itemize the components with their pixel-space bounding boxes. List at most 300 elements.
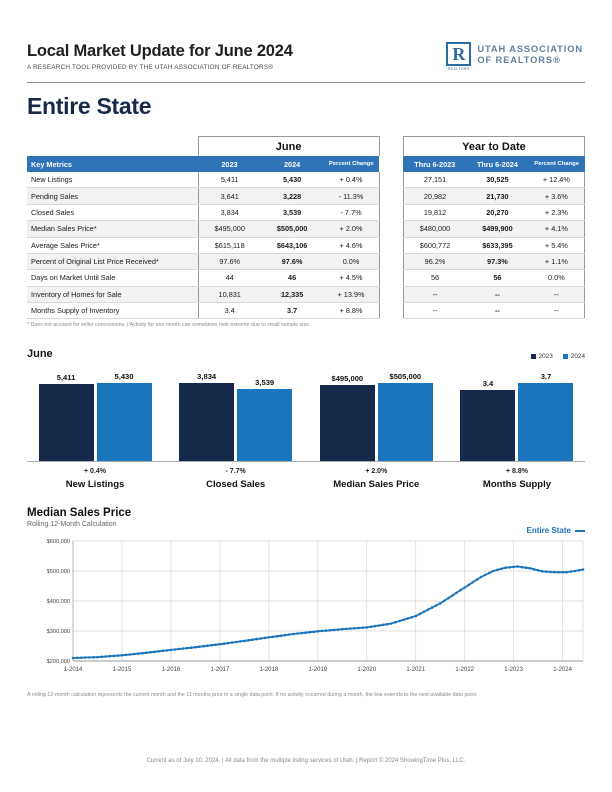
bar-chart-legend xyxy=(531,353,585,360)
data-point-marker xyxy=(512,566,515,569)
bar-percent-change: + 2.0% xyxy=(365,468,388,476)
data-point-marker xyxy=(292,633,295,636)
data-point-marker xyxy=(296,633,299,636)
cell-ytd_2023: 27,151 xyxy=(403,172,466,188)
data-point-marker xyxy=(268,636,271,639)
data-point-marker xyxy=(312,631,315,634)
realtor-r-letter: R xyxy=(452,44,466,64)
data-point-marker xyxy=(557,571,560,574)
data-point-marker xyxy=(104,656,107,659)
cell-june_change: + 8.8% xyxy=(323,303,379,319)
cell-ytd_2024: 97.3% xyxy=(466,253,529,269)
bar-value-label: 3.7 xyxy=(540,372,552,382)
data-point-marker xyxy=(545,571,548,574)
data-point-marker xyxy=(300,632,303,635)
cell-june_2023: 5,411 xyxy=(198,172,261,188)
bar-group-foot xyxy=(318,462,434,490)
legend-item-2024 xyxy=(563,353,585,360)
data-point-marker xyxy=(492,570,495,573)
cell-june_change: - 11.3% xyxy=(323,188,379,204)
bar-2024 xyxy=(97,383,152,461)
table-column-header-row xyxy=(27,156,585,172)
data-point-marker xyxy=(206,645,209,648)
data-point-marker xyxy=(121,654,124,657)
bar-value-label: 3,834 xyxy=(197,372,217,382)
cell-june_2023: $615,118 xyxy=(198,237,261,253)
data-point-marker xyxy=(484,574,487,577)
data-point-marker xyxy=(149,651,152,654)
report-footer: Current as of July 10, 2024. | All data from the multiple listing services of Utah. | Report © 2024 ShowingTime Plus, LLC. xyxy=(146,758,466,764)
cell-ytd_2023: $600,772 xyxy=(403,237,466,253)
data-point-marker xyxy=(125,654,128,657)
data-point-marker xyxy=(72,657,75,660)
data-point-marker xyxy=(386,623,389,626)
data-point-marker xyxy=(280,635,283,638)
bar-category-label: Median Sales Price xyxy=(333,479,420,491)
col-header-gap xyxy=(379,156,403,172)
cell-june_change: + 13.9% xyxy=(323,286,379,302)
cell-ytd_change: -- xyxy=(529,286,585,302)
data-point-marker xyxy=(145,652,148,655)
data-point-marker xyxy=(190,647,193,650)
svg-text:1-2017: 1-2017 xyxy=(210,667,230,674)
data-point-marker xyxy=(137,653,140,656)
data-point-marker xyxy=(451,595,454,598)
cell-june_change: 0.0% xyxy=(323,253,379,269)
cell-ytd_change: + 12.4% xyxy=(529,172,585,188)
line-legend-dash-icon xyxy=(575,530,585,532)
bar-2023 xyxy=(179,383,234,461)
col-header-pct-change-june: Percent Change xyxy=(323,156,379,172)
cell-metric: Closed Sales xyxy=(27,204,198,220)
data-point-marker xyxy=(463,587,466,590)
gap-cell xyxy=(379,237,403,253)
col-header-thru-2024: Thru 6-2024 xyxy=(466,156,529,172)
cell-ytd_change: -- xyxy=(529,303,585,319)
cell-june_2023: 3,834 xyxy=(198,204,261,220)
data-point-marker xyxy=(272,636,275,639)
data-point-marker xyxy=(345,628,348,631)
bar-value-label: 5,430 xyxy=(114,372,134,382)
logo-org-line1: UTAH ASSOCIATION xyxy=(477,44,583,54)
cell-june_2024: 46 xyxy=(261,270,324,286)
bar-2023-column xyxy=(460,379,515,462)
cell-june_2023: 3,641 xyxy=(198,188,261,204)
june-bar-chart-section xyxy=(27,343,585,490)
uar-logo xyxy=(446,42,583,71)
data-point-marker xyxy=(243,640,246,643)
data-point-marker xyxy=(219,643,222,646)
data-point-marker xyxy=(88,656,91,659)
data-point-marker xyxy=(488,572,491,575)
data-point-marker xyxy=(333,629,336,632)
data-point-marker xyxy=(525,567,528,570)
data-point-marker xyxy=(223,643,226,646)
bar-2024 xyxy=(378,383,433,461)
data-point-marker xyxy=(574,570,577,573)
page-subtitle: A RESEARCH TOOL PROVIDED BY THE UTAH ASSOCIATION OF REALTORS® xyxy=(27,64,274,71)
svg-text:$400,000: $400,000 xyxy=(46,599,70,606)
bar-value-label: 3,539 xyxy=(255,378,275,388)
data-point-marker xyxy=(455,592,458,595)
header-title-block xyxy=(27,42,293,71)
realtor-r-box xyxy=(446,42,471,66)
line-chart-svg xyxy=(27,535,585,685)
key-metrics-table xyxy=(27,136,585,319)
legend-label-2023: 2023 xyxy=(538,353,553,361)
table-row xyxy=(27,188,585,204)
data-point-marker xyxy=(153,651,156,654)
median-price-line-section xyxy=(27,507,585,698)
data-point-marker xyxy=(406,618,409,621)
svg-text:$300,000: $300,000 xyxy=(46,629,70,636)
table-row xyxy=(27,204,585,220)
data-point-marker xyxy=(516,566,519,569)
bar-group xyxy=(318,366,434,461)
data-point-marker xyxy=(178,648,181,651)
cell-june_2024: 5,430 xyxy=(261,172,324,188)
data-point-marker xyxy=(537,569,540,572)
data-point-marker xyxy=(419,613,422,616)
bar-chart-plot-area xyxy=(27,366,585,462)
data-point-marker xyxy=(353,627,356,630)
table-row xyxy=(27,303,585,319)
bar-2023-column xyxy=(320,374,375,462)
data-point-marker xyxy=(317,630,320,633)
cell-ytd_2024: $633,395 xyxy=(466,237,529,253)
cell-ytd_change: 0.0% xyxy=(529,270,585,286)
cell-june_2024: $643,106 xyxy=(261,237,324,253)
cell-june_change: - 7.7% xyxy=(323,204,379,220)
cell-metric: Months Supply of Inventory xyxy=(27,303,198,319)
data-point-marker xyxy=(496,569,499,572)
table-row xyxy=(27,270,585,286)
data-point-marker xyxy=(390,623,393,626)
realtor-caption: REALTOR® xyxy=(447,67,471,71)
data-point-marker xyxy=(264,637,267,640)
gap-cell xyxy=(379,204,403,220)
col-header-pct-change-ytd: Percent Change xyxy=(529,156,585,172)
data-point-marker xyxy=(251,639,254,642)
group-header-june: June xyxy=(198,137,379,157)
svg-text:1-2021: 1-2021 xyxy=(406,667,426,674)
bar-chart-labels-row xyxy=(27,462,585,490)
cell-june_2024: 3,539 xyxy=(261,204,324,220)
legend-item-2023 xyxy=(531,353,553,360)
svg-text:1-2020: 1-2020 xyxy=(357,667,377,674)
cell-june_2024: $505,000 xyxy=(261,221,324,237)
data-point-marker xyxy=(215,644,218,647)
svg-text:$200,000: $200,000 xyxy=(46,659,70,666)
line-legend-label: Entire State xyxy=(526,526,571,536)
data-point-marker xyxy=(170,649,173,652)
bar-category-label: Closed Sales xyxy=(206,479,266,491)
bar-value-label: 3.4 xyxy=(482,378,494,388)
table-row xyxy=(27,253,585,269)
data-point-marker xyxy=(341,628,344,631)
data-point-marker xyxy=(284,634,287,637)
cell-ytd_2024: 21,730 xyxy=(466,188,529,204)
cell-metric: Pending Sales xyxy=(27,188,198,204)
data-point-marker xyxy=(76,657,79,660)
data-point-marker xyxy=(565,571,568,574)
data-point-marker xyxy=(500,568,503,571)
data-point-marker xyxy=(276,635,279,638)
data-point-marker xyxy=(431,607,434,610)
legend-swatch-2024 xyxy=(563,354,568,359)
cell-ytd_change: + 4.1% xyxy=(529,221,585,237)
data-point-marker xyxy=(427,609,430,612)
data-point-marker xyxy=(162,650,165,653)
gap-cell xyxy=(379,172,403,188)
data-point-marker xyxy=(325,630,328,633)
gap-cell xyxy=(379,303,403,319)
data-point-marker xyxy=(80,657,83,660)
data-point-marker xyxy=(247,639,250,642)
data-point-marker xyxy=(231,642,234,645)
cell-ytd_2023: 19,812 xyxy=(403,204,466,220)
data-point-marker xyxy=(84,657,87,660)
bar-group-foot xyxy=(459,462,575,490)
data-point-marker xyxy=(92,656,95,659)
cell-june_change: + 2.0% xyxy=(323,221,379,237)
report-header xyxy=(27,42,585,71)
cell-metric: Days on Market Until Sale xyxy=(27,270,198,286)
data-point-marker xyxy=(521,566,524,569)
data-point-marker xyxy=(529,567,532,570)
cell-ytd_change: + 3.6% xyxy=(529,188,585,204)
data-point-marker xyxy=(410,616,413,619)
cell-june_change: + 4.5% xyxy=(323,270,379,286)
svg-text:1-2014: 1-2014 xyxy=(63,667,83,674)
data-point-marker xyxy=(349,628,352,631)
data-point-marker xyxy=(321,630,324,633)
bar-chart-header xyxy=(27,343,585,360)
svg-text:1-2023: 1-2023 xyxy=(504,667,523,674)
data-point-marker xyxy=(578,569,581,572)
bar-2024-column xyxy=(237,378,292,461)
region-title: Entire State xyxy=(27,93,152,119)
table-footnote: * Does not account for seller concessions. | Activity for one month can sometimes look extreme due to small sample size. xyxy=(27,322,311,329)
data-point-marker xyxy=(166,649,169,652)
bar-chart-title: June xyxy=(27,348,53,361)
cell-ytd_2023: 56 xyxy=(403,270,466,286)
bar-group xyxy=(37,366,153,461)
bar-2023 xyxy=(320,385,375,462)
logo-org-name xyxy=(477,42,583,66)
data-point-marker xyxy=(210,644,213,647)
data-point-marker xyxy=(235,641,238,644)
data-point-marker xyxy=(304,632,307,635)
bar-2024-column xyxy=(97,372,152,461)
cell-june_2023: 3.4 xyxy=(198,303,261,319)
data-point-marker xyxy=(227,642,230,645)
col-header-thru-2023: Thru 6-2023 xyxy=(403,156,466,172)
data-point-marker xyxy=(202,645,205,648)
bar-value-label: $505,000 xyxy=(389,372,422,382)
bar-2023-column xyxy=(39,373,94,462)
gap-cell xyxy=(379,270,403,286)
svg-text:1-2018: 1-2018 xyxy=(259,667,279,674)
gap-cell xyxy=(379,188,403,204)
svg-text:1-2022: 1-2022 xyxy=(455,667,475,674)
bar-group-foot xyxy=(37,462,153,490)
bar-group-foot xyxy=(178,462,294,490)
gap-cell xyxy=(379,286,403,302)
data-point-marker xyxy=(308,631,311,634)
data-point-marker xyxy=(100,656,103,659)
data-point-marker xyxy=(361,627,364,630)
cell-ytd_2024: $499,900 xyxy=(466,221,529,237)
group-header-spacer xyxy=(27,137,198,157)
bar-2024 xyxy=(518,383,573,461)
cell-june_2023: $495,000 xyxy=(198,221,261,237)
bar-percent-change: + 8.8% xyxy=(505,468,528,476)
data-point-marker xyxy=(435,605,438,608)
data-point-marker xyxy=(394,621,397,624)
data-point-marker xyxy=(113,655,116,658)
gap-cell xyxy=(379,221,403,237)
data-point-marker xyxy=(541,570,544,573)
cell-ytd_2023: $480,000 xyxy=(403,221,466,237)
data-point-marker xyxy=(561,571,564,574)
data-point-marker xyxy=(129,654,132,657)
cell-ytd_2023: -- xyxy=(403,303,466,319)
data-point-marker xyxy=(96,656,99,659)
data-point-marker xyxy=(108,655,111,658)
svg-text:1-2019: 1-2019 xyxy=(308,667,328,674)
data-point-marker xyxy=(480,576,483,579)
cell-ytd_2023: 20,982 xyxy=(403,188,466,204)
table-row xyxy=(27,237,585,253)
bar-2023 xyxy=(39,384,94,462)
cell-june_2024: 3,228 xyxy=(261,188,324,204)
table-row xyxy=(27,286,585,302)
data-point-marker xyxy=(582,569,585,572)
col-header-key-metrics: Key Metrics xyxy=(27,156,198,172)
data-point-marker xyxy=(472,581,475,584)
data-point-marker xyxy=(194,646,197,649)
data-point-marker xyxy=(117,655,120,658)
cell-metric: New Listings xyxy=(27,172,198,188)
group-gap xyxy=(379,137,403,157)
col-header-2024: 2024 xyxy=(261,156,324,172)
data-point-marker xyxy=(504,567,507,570)
header-divider xyxy=(27,82,585,83)
bar-value-label: 5,411 xyxy=(56,372,76,382)
data-point-marker xyxy=(366,626,369,629)
median-price-line xyxy=(73,567,583,659)
cell-ytd_change: + 2.3% xyxy=(529,204,585,220)
data-point-marker xyxy=(288,634,291,637)
data-point-marker xyxy=(549,571,552,574)
data-point-marker xyxy=(459,589,462,592)
data-point-marker xyxy=(255,638,258,641)
logo-org-line2: OF REALTORS® xyxy=(477,54,561,65)
data-point-marker xyxy=(141,652,144,655)
page-title: Local Market Update for June 2024 xyxy=(27,42,293,60)
data-point-marker xyxy=(329,629,332,632)
table-row xyxy=(27,172,585,188)
data-point-marker xyxy=(533,568,536,571)
cell-june_2023: 97.6% xyxy=(198,253,261,269)
cell-june_2024: 97.6% xyxy=(261,253,324,269)
data-point-marker xyxy=(133,653,136,656)
cell-june_change: + 0.4% xyxy=(323,172,379,188)
cell-june_2023: 10,831 xyxy=(198,286,261,302)
cell-ytd_2024: 56 xyxy=(466,270,529,286)
cell-metric: Percent of Original List Price Received* xyxy=(27,253,198,269)
data-point-marker xyxy=(198,646,201,649)
gap-cell xyxy=(379,253,403,269)
line-chart-footnote: A rolling 12-month calculation represents the current month and the 11 months prior in a single data point. If no activity occurred during a month, the line extends to the next available data point. xyxy=(27,692,478,699)
legend-label-2024: 2024 xyxy=(570,353,585,361)
data-point-marker xyxy=(378,625,381,628)
data-point-marker xyxy=(414,615,417,618)
data-point-marker xyxy=(182,648,185,651)
cell-june_change: + 4.6% xyxy=(323,237,379,253)
cell-june_2023: 44 xyxy=(198,270,261,286)
data-point-marker xyxy=(337,629,340,632)
bar-2023-column xyxy=(179,372,234,461)
line-chart-container xyxy=(27,535,585,690)
cell-ytd_change: + 5.4% xyxy=(529,237,585,253)
table-row xyxy=(27,221,585,237)
bar-2024-column xyxy=(378,372,433,461)
table-group-header-row xyxy=(27,137,585,157)
svg-text:1-2015: 1-2015 xyxy=(112,667,132,674)
data-point-marker xyxy=(239,640,242,643)
cell-june_2024: 3.7 xyxy=(261,303,324,319)
svg-text:$600,000: $600,000 xyxy=(46,539,70,546)
realtor-logo-icon xyxy=(446,42,471,71)
data-point-marker xyxy=(508,566,511,569)
data-point-marker xyxy=(439,602,442,605)
data-point-marker xyxy=(476,579,479,582)
line-chart-title: Median Sales Price xyxy=(27,507,132,520)
data-point-marker xyxy=(402,619,405,622)
bar-percent-change: - 7.7% xyxy=(225,468,246,476)
bar-percent-change: + 0.4% xyxy=(84,468,106,476)
data-point-marker xyxy=(186,647,189,650)
group-header-ytd: Year to Date xyxy=(403,137,584,157)
data-point-marker xyxy=(370,626,373,629)
data-point-marker xyxy=(174,649,177,652)
cell-ytd_2023: -- xyxy=(403,286,466,302)
bar-2023 xyxy=(460,390,515,462)
legend-swatch-2023 xyxy=(531,354,536,359)
data-point-marker xyxy=(570,571,573,574)
cell-metric: Median Sales Price* xyxy=(27,221,198,237)
col-header-2023: 2023 xyxy=(198,156,261,172)
bar-category-label: New Listings xyxy=(65,479,125,491)
data-point-marker xyxy=(157,650,160,653)
line-chart-subtitle: Rolling 12-Month Calculation xyxy=(27,521,117,529)
data-point-marker xyxy=(423,611,426,614)
bar-group xyxy=(178,366,294,461)
metrics-table-body xyxy=(27,172,585,319)
bar-category-label: Months Supply xyxy=(482,479,551,491)
cell-ytd_2023: 96.2% xyxy=(403,253,466,269)
cell-metric: Inventory of Homes for Sale xyxy=(27,286,198,302)
data-point-marker xyxy=(382,624,385,627)
cell-ytd_2024: 20,270 xyxy=(466,204,529,220)
data-point-marker xyxy=(357,627,360,630)
svg-text:1-2024: 1-2024 xyxy=(553,667,572,674)
data-point-marker xyxy=(447,597,450,600)
data-point-marker xyxy=(259,638,262,641)
svg-text:1-2016: 1-2016 xyxy=(161,667,181,674)
